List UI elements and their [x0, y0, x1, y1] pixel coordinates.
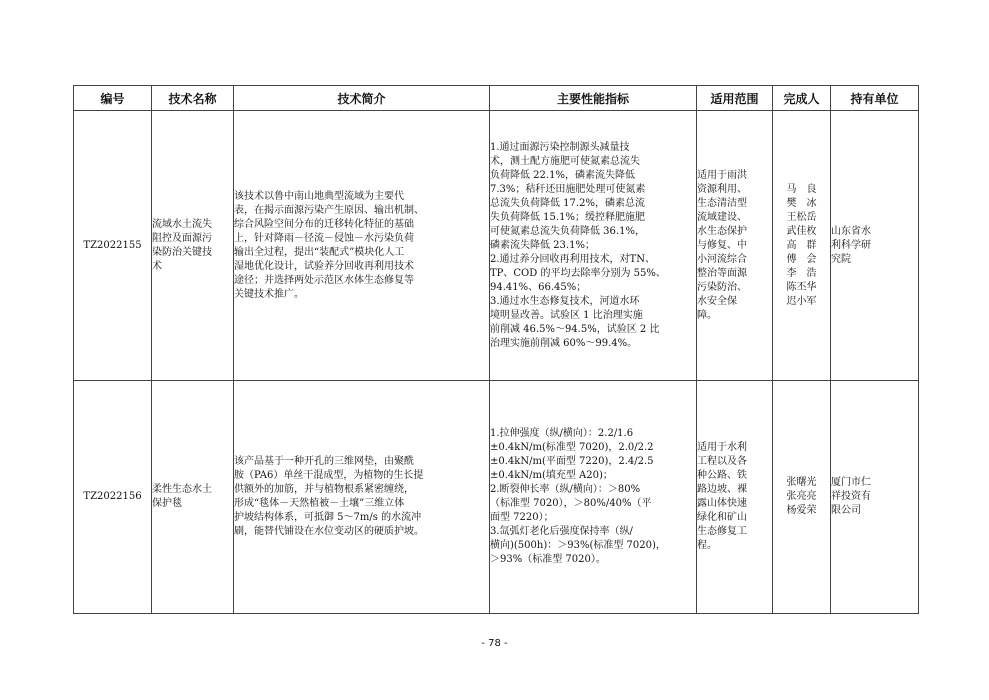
owner-unit — [831, 381, 919, 614]
header-owner: 持有单位 — [831, 86, 919, 111]
contributors — [773, 381, 831, 614]
tech-intro-line: 综合风险空间分布的迁移转化特征的基础 — [234, 218, 414, 230]
table-header-row — [74, 86, 919, 111]
performance-indicators — [490, 111, 697, 381]
application-scope-line: 资源利用、 — [697, 183, 747, 195]
application-scope — [697, 111, 773, 381]
performance-indicators-line: 3.通过水生态修复技术，河道水环 — [490, 295, 640, 307]
contributors-line: 王松岳 — [786, 211, 817, 223]
performance-indicators-line: 治理实施前削减 60%～99.4%。 — [490, 337, 638, 349]
performance-indicators-line: ＞93%（标准型 7020）。 — [490, 554, 606, 565]
tech-intro-line: 关键技术推广。 — [234, 288, 304, 300]
header-code: 编号 — [74, 86, 152, 111]
application-scope-line: 水生态保护 — [697, 225, 747, 237]
application-scope-line: 流域建设、 — [697, 211, 747, 223]
tech-code: TZ2022155 — [74, 111, 152, 381]
application-scope-line: 障。 — [697, 309, 717, 321]
tech-name-line: 阻控及面源污 — [152, 232, 212, 244]
performance-indicators-line: 负荷降低 22.1%，磷素流失降低 — [490, 169, 635, 181]
contributors-line: 高 群 — [786, 239, 817, 251]
performance-indicators-line: TP、COD 的平均去除率分别为 55%、 — [490, 267, 666, 279]
contributors-line: 李 浩 — [786, 267, 817, 279]
performance-indicators-line: ±0.4kN/m(平面型 7220)，2.4/2.5 — [490, 456, 654, 467]
performance-indicators-line: 横向)(500h)：＞93%(标准型 7020)， — [490, 540, 666, 551]
tech-intro-line: 途径；并选择两处示范区水体生态修复等 — [234, 274, 414, 286]
owner-unit-line: 山东省水 — [831, 225, 871, 237]
contributors-line: 武佳枚 — [786, 225, 817, 237]
owner-unit-line: 祥投资有 — [831, 491, 871, 502]
performance-indicators-line: 2.断裂伸长率（纵/横向）：＞80% — [490, 484, 641, 495]
contributors-line: 马 良 — [786, 183, 817, 195]
performance-indicators-line: 可使氮素总流失负荷降低 36.1%， — [490, 225, 645, 237]
performance-indicators-line: 境明显改善。试验区 1 比治理实施 — [490, 309, 643, 321]
application-scope-line: 整治等面源 — [697, 267, 747, 279]
application-scope-line: 露山体快速 — [697, 498, 747, 509]
header-performance: 主要性能指标 — [490, 86, 697, 111]
tech-intro-line: 湿地优化设计，试验养分回收再利用技术 — [234, 260, 414, 272]
performance-indicators-line: 总流失负荷降低 17.2%，磷素总流 — [490, 197, 645, 209]
header-intro: 技术简介 — [234, 86, 490, 111]
application-scope-line: 适用于水利 — [697, 442, 747, 453]
application-scope-line: 绿化和矿山 — [697, 512, 747, 523]
contributors-line: 张曙光 — [786, 477, 817, 488]
tech-intro-line: 护坡结构体系，可抵御 5～7m/s 的水流冲 — [234, 512, 422, 523]
application-scope-line: 生态清洁型 — [697, 197, 747, 209]
tech-intro-line: 输出全过程，提出“装配式”模块化人工 — [234, 246, 405, 258]
performance-indicators-line: 面型 7220）； — [490, 512, 554, 523]
tech-name — [152, 111, 234, 381]
table-row — [74, 381, 919, 614]
tech-intro-line: 刷，能替代铺设在水位变动区的硬质护坡。 — [234, 526, 424, 537]
performance-indicators-line: 磷素流失降低 23.1%； — [490, 239, 595, 251]
tech-name-line: 保护毯 — [152, 498, 182, 509]
performance-indicators-line: 术，测土配方施肥可使氮素总流失 — [490, 155, 640, 167]
technology-table — [73, 85, 919, 614]
contributors-line: 张亮亮 — [786, 491, 817, 502]
tech-name-line: 流域水土流失 — [152, 218, 212, 230]
contributors-line: 樊 冰 — [786, 197, 817, 209]
tech-name-line: 术 — [152, 260, 162, 272]
application-scope-line: 路边坡、裸 — [697, 484, 747, 495]
owner-unit-line: 究院 — [831, 253, 851, 265]
tech-intro — [234, 111, 490, 381]
contributors-line: 杨爱荣 — [786, 505, 817, 516]
performance-indicators-line: 前削减 46.5%～94.5%，试验区 2 比 — [490, 323, 660, 335]
tech-intro-line: 上，针对降雨－径流－侵蚀－水污染负荷 — [234, 232, 414, 244]
application-scope-line: 小河流综合 — [697, 253, 747, 265]
tech-name-line: 染防治关键技 — [152, 246, 212, 258]
contributors-line: 迟小军 — [786, 295, 817, 307]
performance-indicators-line: 3.氙弧灯老化后强度保持率（纵/ — [490, 526, 633, 537]
tech-intro-line: 表，在揭示面源污染产生原因、输出机制、 — [234, 204, 424, 216]
performance-indicators-line: 94.41%、66.45%； — [490, 281, 587, 293]
performance-indicators-line: 2.通过养分回收再利用技术，对TN、 — [490, 253, 655, 265]
application-scope-line: 种公路、铁 — [697, 470, 747, 481]
tech-intro — [234, 381, 490, 614]
application-scope-line: 与修复、中 — [697, 239, 747, 251]
tech-intro-line: 该技术以鲁中南山地典型流域为主要代 — [234, 190, 404, 202]
contributors — [773, 111, 831, 381]
tech-intro-line: 该产品基于一种开孔的三维网垫，由聚酰 — [234, 456, 414, 467]
application-scope-line: 适用于雨洪 — [697, 169, 747, 181]
performance-indicators — [490, 381, 697, 614]
header-scope: 适用范围 — [697, 86, 773, 111]
tech-name-line: 柔性生态水土 — [152, 484, 212, 495]
application-scope-line: 生态修复工 — [697, 526, 747, 537]
performance-indicators-line: ±0.4kN/m(标准型 7020)，2.0/2.2 — [490, 442, 654, 453]
application-scope-line: 污染防治、 — [697, 281, 747, 293]
header-contributors: 完成人 — [773, 86, 831, 111]
owner-unit-line: 厦门市仁 — [831, 477, 871, 488]
application-scope — [697, 381, 773, 614]
performance-indicators-line: （标准型 7020），＞80%/40%（平 — [490, 498, 652, 509]
contributors-line: 傅 会 — [786, 253, 817, 265]
performance-indicators-line: 7.3%；秸秆还田施肥处理可使氮素 — [490, 183, 646, 195]
tech-name — [152, 381, 234, 614]
application-scope-line: 程。 — [697, 540, 717, 551]
performance-indicators-line: 1.拉伸强度（纵/横向）：2.2/1.6 — [490, 428, 634, 439]
owner-unit-line: 限公司 — [831, 505, 861, 516]
tech-code: TZ2022156 — [74, 381, 152, 614]
tech-intro-line: 胺（PA6）单丝干混成型，为植物的生长提 — [234, 470, 424, 481]
performance-indicators-line: ±0.4kN/m(填充型 A20)； — [490, 470, 613, 481]
owner-unit — [831, 111, 919, 381]
performance-indicators-line: 1.通过面源污染控制源头减量技 — [490, 141, 630, 153]
owner-unit-line: 利科学研 — [831, 239, 871, 251]
tech-intro-line: 供额外的加筋，并与植物根系紧密缠绕， — [234, 484, 414, 495]
contributors-line: 陈丕华 — [786, 281, 817, 293]
tech-intro-line: 形成“毯体－天然植被－土壤”三维立体 — [234, 498, 405, 509]
application-scope-line: 水安全保 — [697, 295, 737, 307]
application-scope-line: 工程以及各 — [697, 456, 747, 467]
page-number: - 78 - — [481, 638, 508, 649]
performance-indicators-line: 失负荷降低 15.1%；缓控释肥施肥 — [490, 211, 645, 223]
header-tech-name: 技术名称 — [152, 86, 234, 111]
table-row — [74, 111, 919, 381]
